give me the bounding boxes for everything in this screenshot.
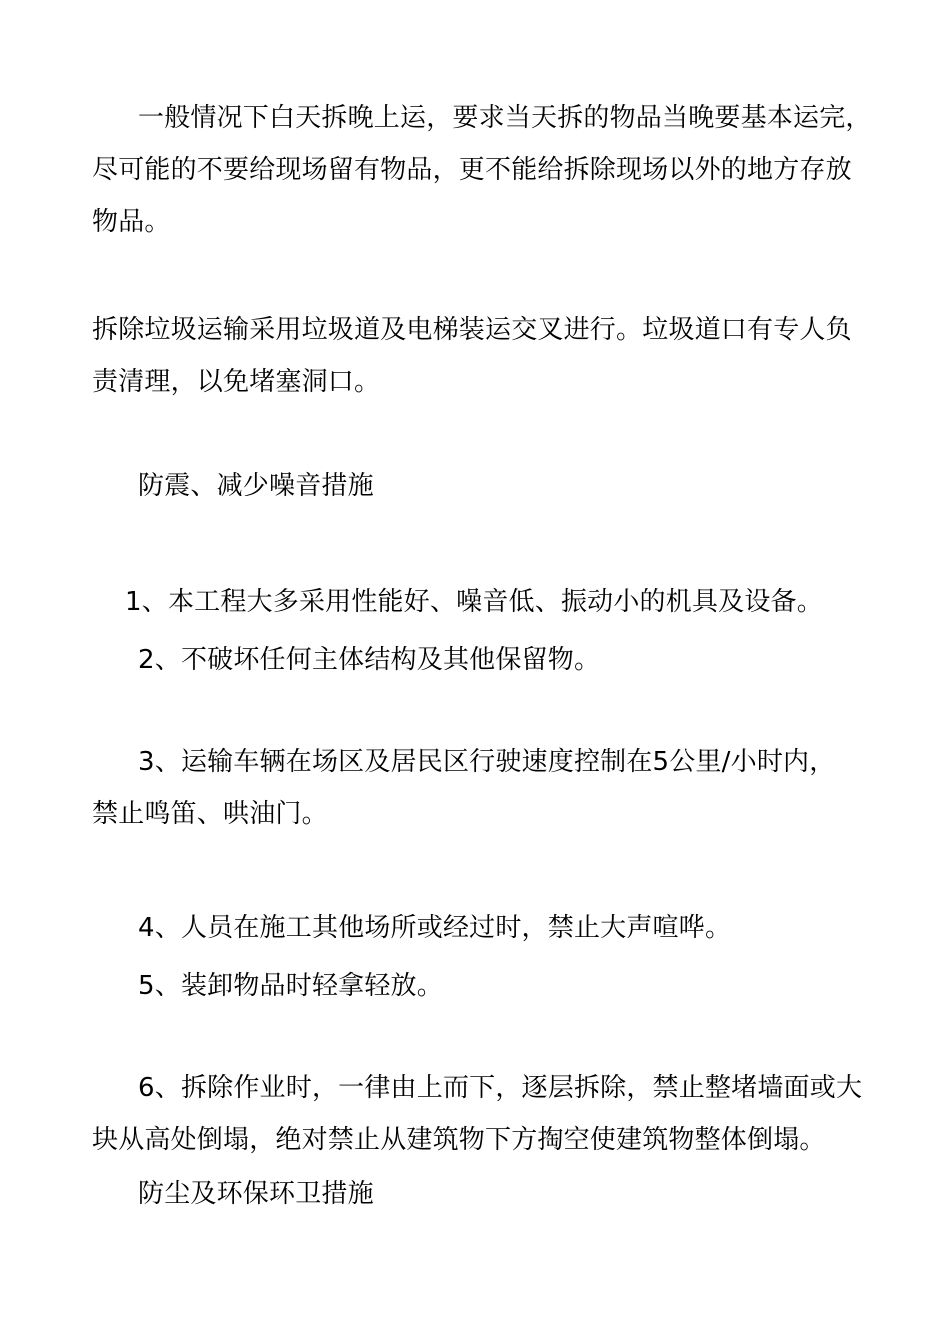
list-item-continuation: 禁止鸣笛、哄油门。 [92, 799, 328, 829]
paragraph-line: 责清理，以免堵塞洞口。 [92, 367, 381, 397]
list-item: 5、装卸物品时轻拿轻放。 [138, 971, 443, 1001]
list-item: 4、人员在施工其他场所或经过时，禁止大声喧哗。 [138, 913, 732, 943]
paragraph-line: 拆除垃圾运输采用垃圾道及电梯装运交叉进行。垃圾道口有专人负 [92, 315, 852, 345]
section-heading: 防震、减少噪音措施 [138, 471, 374, 501]
paragraph-line: 物品。 [92, 207, 171, 237]
paragraph-line: 一般情况下白天拆晚上运，要求当天拆的物品当晚要基本运完， [138, 103, 872, 133]
list-item: 1、本工程大多采用性能好、噪音低、振动小的机具及设备。 [125, 587, 823, 617]
list-item: 3、运输车辆在场区及居民区行驶速度控制在5公里/小时内， [138, 747, 836, 777]
list-item: 2、不破坏任何主体结构及其他保留物。 [138, 645, 601, 675]
list-item-continuation: 块从高处倒塌，绝对禁止从建筑物下方掏空使建筑物整体倒塌。 [92, 1125, 826, 1155]
section-heading: 防尘及环保环卫措施 [138, 1179, 374, 1209]
paragraph-line: 尽可能的不要给现场留有物品，更不能给拆除现场以外的地方存放 [92, 155, 852, 185]
list-item: 6、拆除作业时，一律由上而下，逐层拆除，禁止整堵墙面或大 [138, 1073, 863, 1103]
